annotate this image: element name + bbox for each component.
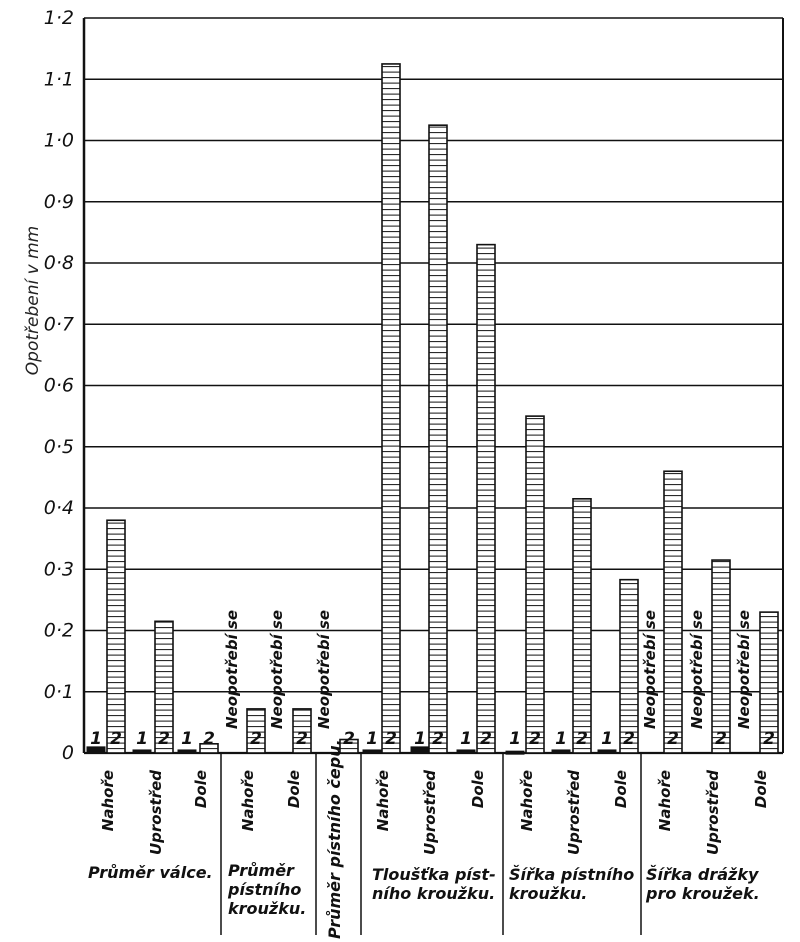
group-label-line: ního kroužku. — [372, 884, 496, 903]
group-label-line: kroužku. — [228, 899, 307, 918]
category-label: Nahoře — [99, 770, 117, 832]
bar-series-2 — [620, 580, 638, 753]
bar-series-label: 1 — [366, 729, 378, 749]
category-label: Dole — [285, 770, 303, 809]
bar-series-1 — [457, 750, 475, 753]
bar-series-1 — [506, 751, 524, 754]
bar-series-label: 2 — [623, 729, 635, 749]
bar-series-2 — [712, 560, 730, 753]
group-label: Průměr pístního čepu. — [325, 739, 344, 939]
category-label: Dole — [752, 770, 770, 809]
y-tick-label: 0·8 — [43, 252, 74, 274]
group-label-line: Průměr válce. — [88, 863, 213, 882]
bar-series-label: 1 — [181, 729, 193, 749]
category-label: Uprostřed — [704, 770, 722, 856]
y-tick-label: 1·0 — [43, 129, 74, 152]
bar-series-1 — [133, 750, 151, 753]
y-tick-label: 0·3 — [43, 558, 74, 581]
bar-series-label: 1 — [414, 729, 426, 749]
bar-note-label: Neopotřebí se — [268, 609, 286, 729]
y-tick-label: 1·2 — [43, 7, 74, 29]
y-tick-label: 0·9 — [43, 190, 74, 213]
bar-series-label: 1 — [601, 729, 613, 749]
bar-series-2 — [573, 499, 591, 753]
bar-series-label: 2 — [343, 729, 355, 749]
category-label: Uprostřed — [421, 770, 439, 856]
group-label-line: pro kroužek. — [646, 884, 760, 903]
category-label: Nahoře — [518, 770, 536, 832]
bar-series-1 — [178, 750, 196, 753]
bar-series-label: 2 — [529, 729, 541, 749]
y-tick-label: 0 — [61, 742, 74, 764]
category-label: Nahoře — [374, 770, 392, 832]
category-label: Nahoře — [239, 770, 257, 832]
group-label-line: Šířka drážky — [646, 865, 759, 884]
category-label: Uprostřed — [147, 770, 165, 856]
group-label-line: Průměr — [228, 861, 294, 880]
bar-series-2 — [526, 416, 544, 753]
bar-note-label: Neopotřebí se — [641, 609, 659, 729]
bar-series-label: 2 — [203, 729, 215, 749]
bar-series-2 — [107, 520, 125, 753]
y-tick-label: 0·1 — [43, 680, 74, 703]
y-tick-label: 1·1 — [43, 68, 74, 91]
bar-series-1 — [363, 750, 381, 753]
group-label-line: pístního — [228, 880, 302, 899]
bar-series-2 — [429, 125, 447, 753]
group-label-line: Tloušťka píst- — [372, 865, 496, 884]
bar-series-1 — [552, 750, 570, 753]
y-tick-label: 0·6 — [43, 374, 74, 397]
y-tick-label: 0·2 — [43, 619, 74, 642]
bar-series-label: 2 — [715, 729, 727, 749]
bar-series-1 — [598, 750, 616, 753]
bar-series-label: 2 — [158, 729, 170, 749]
bar-series-label: 1 — [90, 729, 102, 749]
bar-series-label: 2 — [480, 729, 492, 749]
category-label: Dole — [469, 770, 487, 809]
bar-series-label: 1 — [555, 729, 567, 749]
category-label: Dole — [192, 770, 210, 809]
bar-series-label: 2 — [296, 729, 308, 749]
bar-series-2 — [664, 471, 682, 753]
bar-series-label: 2 — [763, 729, 775, 749]
bar-note-label: Neopotřebí se — [315, 609, 333, 729]
bar-series-label: 1 — [136, 729, 148, 749]
bar-note-label: Neopotřebí se — [688, 609, 706, 729]
bar-series-label: 2 — [667, 729, 679, 749]
bar-series-label: 1 — [509, 729, 521, 749]
y-tick-label: 0·5 — [43, 435, 74, 458]
group-label-line: kroužku. — [509, 884, 588, 903]
bar-note-label: Neopotřebí se — [735, 609, 753, 729]
bar-series-label: 2 — [110, 729, 122, 749]
group-label-line: Šířka pístního — [509, 865, 635, 884]
y-tick-label: 0·7 — [43, 313, 74, 336]
category-label: Uprostřed — [565, 770, 583, 856]
bar-series-label: 2 — [250, 729, 262, 749]
bar-series-label: 2 — [576, 729, 588, 749]
bar-series-2 — [382, 64, 400, 753]
category-label: Nahoře — [656, 770, 674, 832]
category-label: Dole — [612, 770, 630, 809]
bar-note-label: Neopotřebí se — [223, 609, 241, 729]
bar-series-2 — [477, 245, 495, 753]
bar-series-label: 2 — [432, 729, 444, 749]
bar-series-label: 1 — [460, 729, 472, 749]
y-tick-label: 0·4 — [43, 497, 74, 519]
y-axis-label: Opotřebení v mm — [23, 225, 43, 376]
bar-series-label: 2 — [385, 729, 397, 749]
